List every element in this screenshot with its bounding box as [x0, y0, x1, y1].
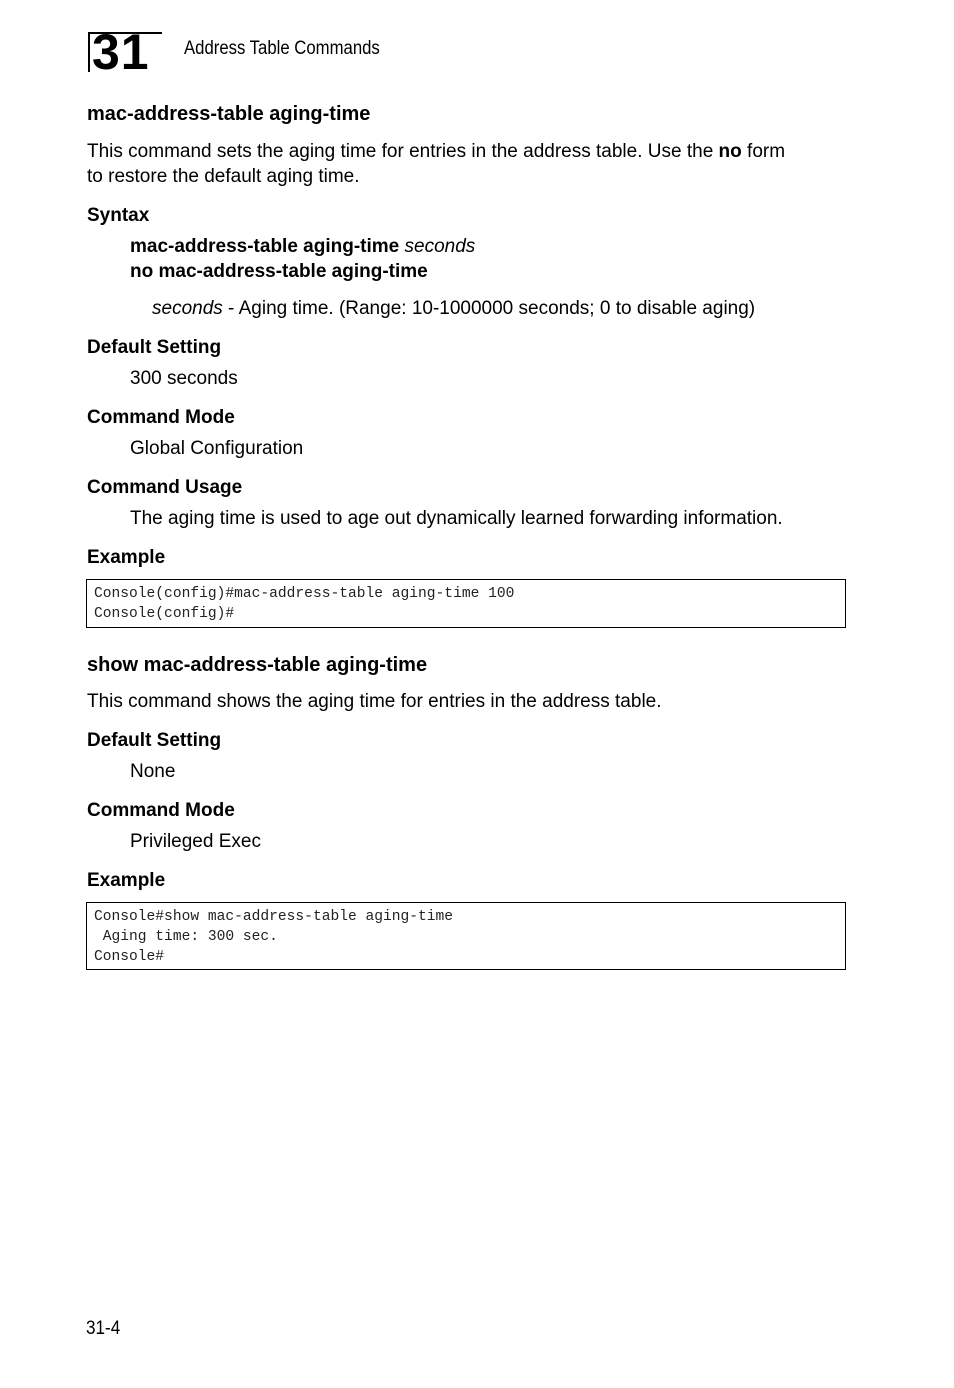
param-desc-text: - Aging time. (Range: 10-1000000 seconds; 0 to disable aging) — [222, 298, 756, 319]
section-title: mac-address-table aging-time — [87, 103, 371, 125]
page-number: 31-4 — [86, 1318, 121, 1339]
description-text: This command sets the aging time for entries in the address table. Use the — [87, 141, 719, 162]
description-bold-keyword: no — [718, 141, 742, 162]
running-title: Address Table Commands — [184, 38, 380, 59]
code-line: Console(config)#mac-address-table aging-time 100 — [94, 586, 515, 602]
description-text-end: form — [741, 141, 786, 162]
code-line: Aging time: 300 sec. — [94, 929, 278, 945]
mode-heading: Command Mode — [87, 407, 235, 428]
code-line: Console#show mac-address-table aging-time — [94, 909, 454, 925]
chapter-number: 31 — [92, 24, 150, 80]
syntax-heading: Syntax — [87, 205, 150, 226]
example-heading: Example — [87, 547, 166, 568]
syntax-command — [130, 234, 475, 259]
param-name: seconds — [152, 298, 223, 319]
default-value: 300 seconds — [130, 368, 238, 389]
section-description — [87, 139, 785, 164]
param-description — [152, 296, 755, 321]
code-line: Console# — [94, 949, 165, 965]
section-description-line2: to restore the default aging time. — [87, 166, 360, 187]
default-heading: Default Setting — [87, 337, 222, 358]
usage-value: The aging time is used to age out dynamically learned forwarding information. — [130, 508, 783, 529]
usage-heading: Command Usage — [87, 477, 243, 498]
code-example — [86, 579, 846, 628]
mode-heading: Command Mode — [87, 800, 235, 821]
code-line: Console(config)# — [94, 606, 235, 622]
syntax-no-command: no mac-address-table aging-time — [130, 261, 428, 282]
mode-value: Global Configuration — [130, 438, 304, 459]
default-value: None — [130, 761, 176, 782]
section-description: This command shows the aging time for entries in the address table. — [87, 691, 662, 712]
section-title: show mac-address-table aging-time — [87, 654, 428, 676]
syntax-command-text: mac-address-table aging-time — [130, 236, 400, 257]
code-example — [86, 902, 846, 970]
mode-value: Privileged Exec — [130, 831, 261, 852]
example-heading: Example — [87, 870, 166, 891]
syntax-param: seconds — [404, 236, 476, 257]
default-heading: Default Setting — [87, 730, 222, 751]
